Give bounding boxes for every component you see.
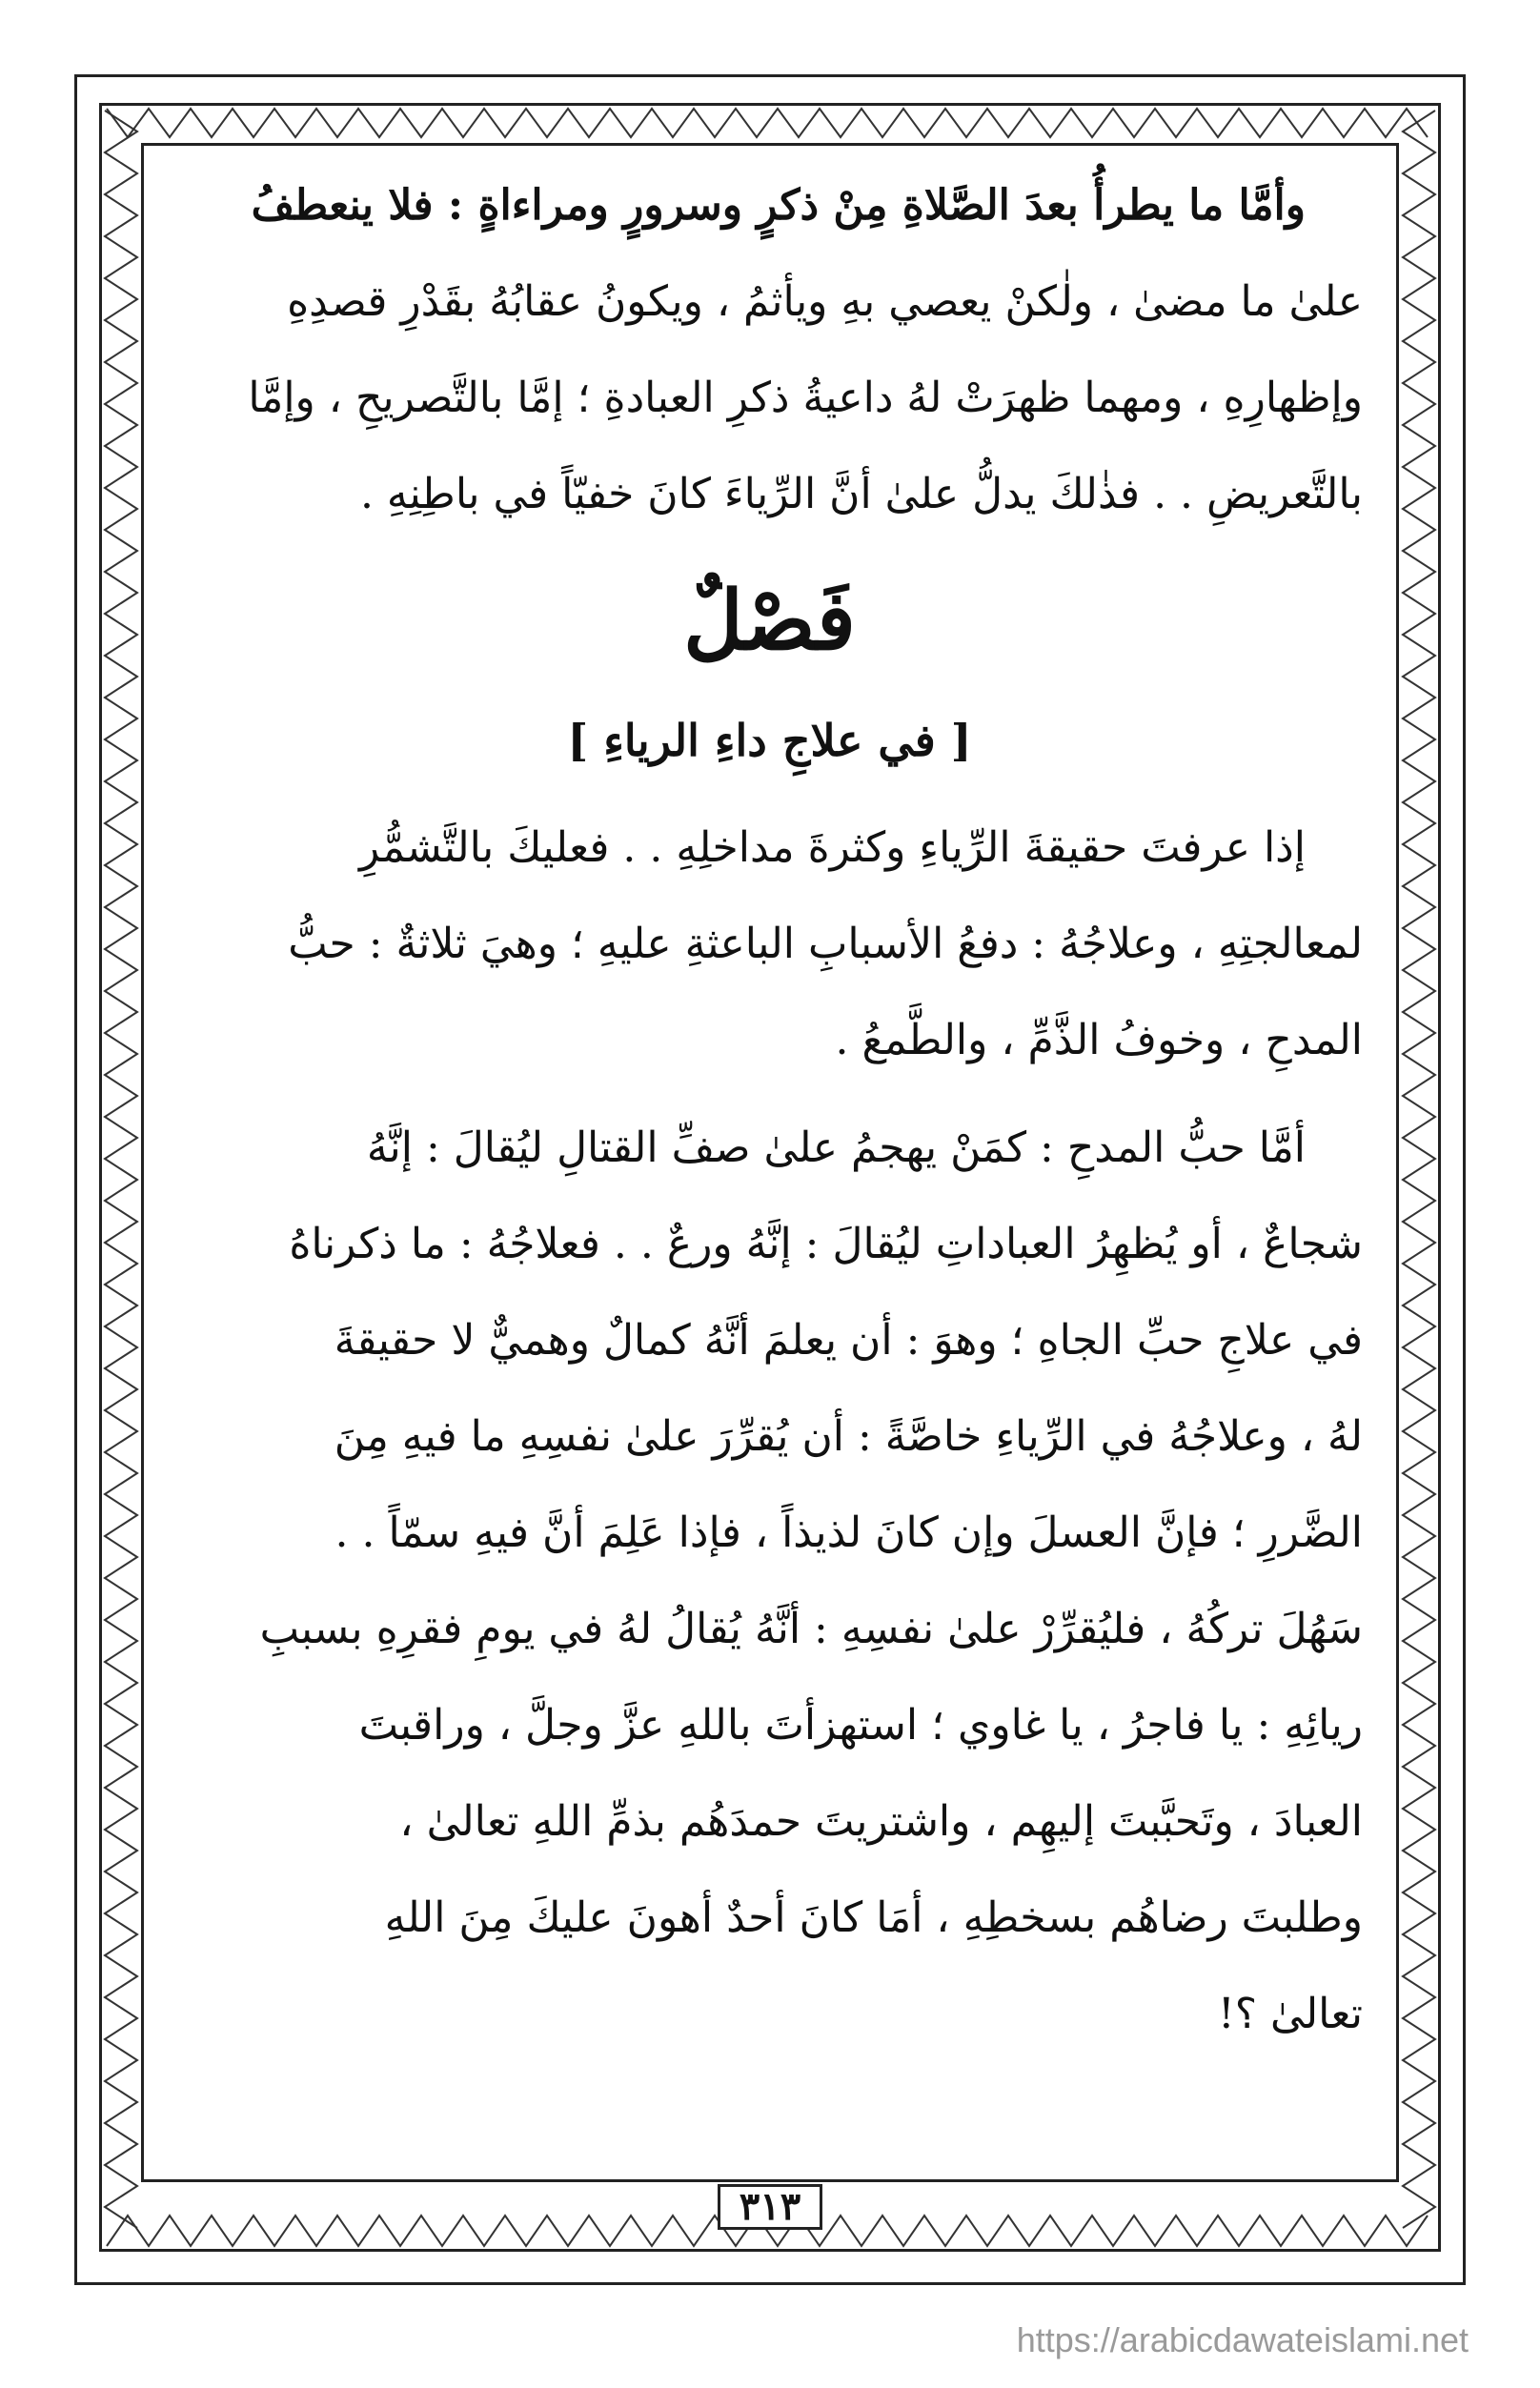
text-line: سَهُلَ تركُهُ ، فليُقرِّرْ علىٰ نفسِهِ : أنَّهُ يُقالُ لهُ في يومِ فقرِهِ بسببِ — [259, 1605, 1363, 1653]
watermark-url: https://arabicdawateislami.net — [1016, 2320, 1469, 2359]
text-line: إذا عرفتَ حقيقةَ الرِّياءِ وكثرةَ مداخلِهِ . . فعليكَ بالتَّشمُّرِ — [358, 823, 1306, 872]
page-number: ٣١٣ — [718, 2184, 822, 2230]
text-line: لهُ ، وعلاجُهُ في الرِّياءِ خاصَّةً : أن يُقرِّرَ علىٰ نفسِهِ ما فيهِ مِنَ — [334, 1412, 1363, 1461]
page-body — [176, 157, 1363, 2062]
text-line: العبادَ ، وتَحبَّبتَ إليهِم ، واشتريتَ حمدَهُم بذمِّ اللهِ تعالىٰ ، — [399, 1797, 1363, 1846]
text-line: أمَّا حبُّ المدحِ : كمَنْ يهجمُ علىٰ صفِّ القتالِ ليُقالَ : إنَّهُ — [366, 1123, 1306, 1172]
text-line: ريائِهِ : يا فاجرُ ، يا غاوي ؛ استهزأتَ باللهِ عزَّ وجلَّ ، وراقبتَ — [358, 1701, 1363, 1750]
section-title: [ في علاجِ داءِ الرياءِ ] — [567, 715, 972, 766]
paragraph-1 — [176, 157, 1363, 542]
text-line: في علاجِ حبِّ الجاهِ ؛ وهوَ : أن يعلمَ أنَّهُ كمالٌ وهميٌّ لا حقيقةَ — [334, 1316, 1363, 1365]
section-heading-calligraphy: فَصْلٌ — [683, 573, 856, 669]
text-line: وطلبتَ رضاهُم بسخطِهِ ، أمَا كانَ أحدٌ أهونَ عليكَ مِنَ اللهِ — [384, 1893, 1363, 1942]
text-line: تعالىٰ ؟! — [1218, 1990, 1363, 2038]
text-line: وإظهارِهِ ، ومهما ظهرَتْ لهُ داعيةُ ذكرِ العبادةِ ؛ إمَّا بالتَّصريحِ ، وإمَّا — [248, 374, 1363, 422]
text-line: وأمَّا ما يطرأُ بعدَ الصَّلاةِ مِنْ ذكرٍ وسرورٍ ومراءاةٍ : فلا ينعطفُ — [251, 181, 1306, 230]
paragraph-2 — [176, 799, 1363, 1088]
text-line: المدحِ ، وخوفُ الذَّمِّ ، والطَّمعُ . — [835, 1016, 1363, 1064]
text-line: لمعالجتِهِ ، وعلاجُهُ : دفعُ الأسبابِ الباعثةِ عليهِ ؛ وهيَ ثلاثةٌ : حبُّ — [288, 920, 1363, 968]
text-line: الضَّررِ ؛ فإنَّ العسلَ وإن كانَ لذيذاً ، فإذا عَلِمَ أنَّ فيهِ سمّاً . . — [334, 1508, 1363, 1557]
text-line: علىٰ ما مضىٰ ، ولٰكنْ يعصي بهِ ويأثمُ ، ويكونُ عقابُهُ بقَدْرِ قصدِهِ — [287, 277, 1363, 326]
text-line: شجاعٌ ، أو يُظهِرُ العباداتِ ليُقالَ : إنَّهُ ورعٌ . . فعلاجُهُ : ما ذكرناهُ — [289, 1220, 1363, 1268]
paragraph-3 — [176, 1100, 1363, 2062]
text-line: بالتَّعريضِ . . فذٰلكَ يدلُّ علىٰ أنَّ الرِّياءَ كانَ خفيّاً في باطِنِهِ . — [359, 470, 1363, 518]
